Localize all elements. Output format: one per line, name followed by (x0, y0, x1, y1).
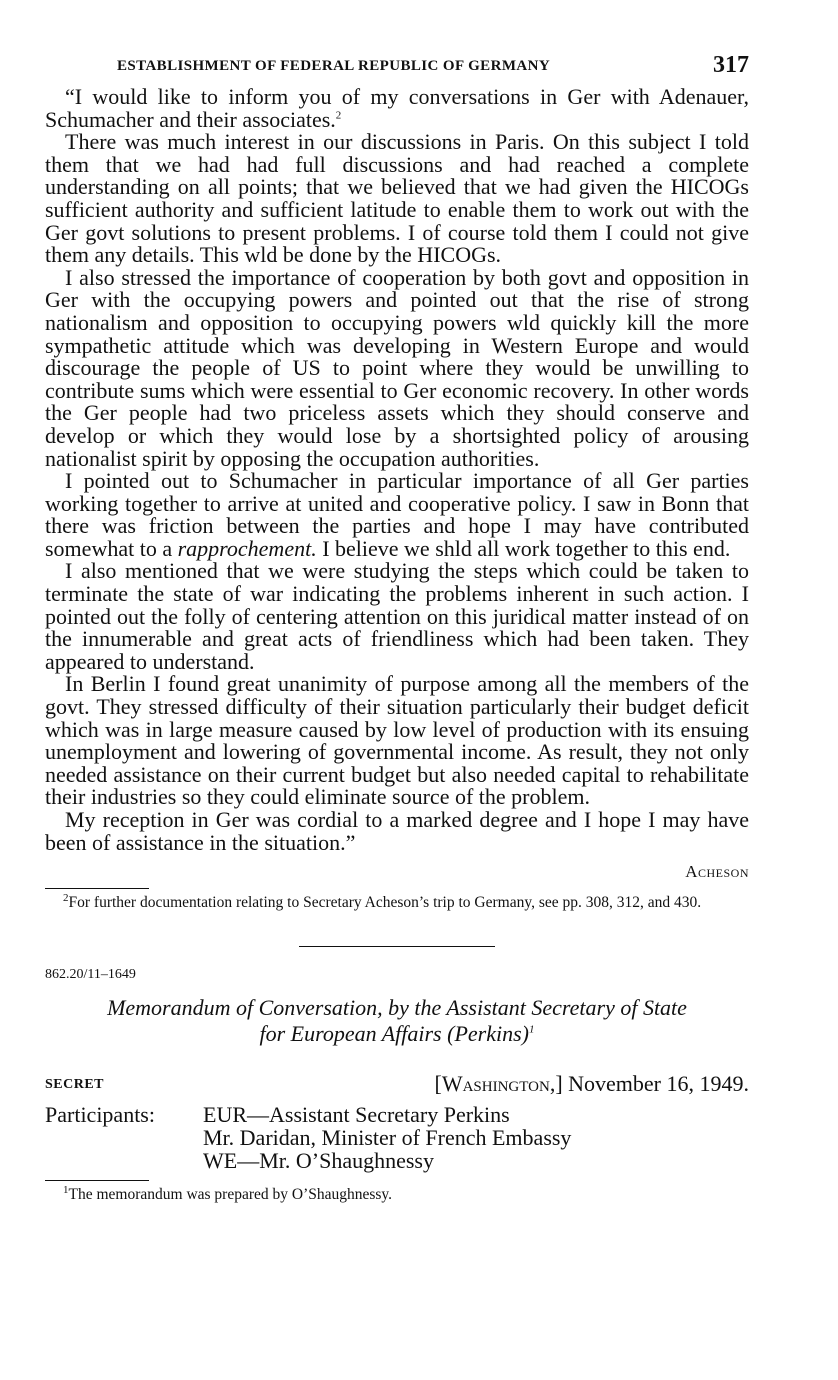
footnote (45, 893, 749, 913)
document-title (45, 995, 749, 1047)
letter-paragraph: I also stressed the importance of cooperation by both govt and opposition in Ger with the occupying powers and pointed out that the rise of strong nationalism and opposition to occupying powers wld quickly kill the more sympathetic attitude which was developing in Western Europe and would discourage the people of US to point where they would be unwilling to contribute sums which were essential to Ger economic recovery. In other words the Ger people had two priceless assets which they should conserve and develop or which they would lose by a shortsighted policy of arousing nationalist spirit by opposing the occupation authorities. (45, 264, 749, 471)
footnote-marker: 2 (63, 892, 69, 905)
letter-paragraph: In Berlin I found great unanimity of purpose among all the members of the govt. They stressed difficulty of their situation particularly their budget deficit which was in large measure caused by low level of production with its ensuing unemployment and lowering of governmental income. As result, they not only needed assistance on their current budget but also needed capital to rehabilitate their industries so they could eliminate source of the problem. (45, 671, 749, 810)
participants-block (45, 1103, 749, 1172)
participant: EUR—Assistant Secretary Perkins (203, 1102, 510, 1128)
dateline (434, 1071, 749, 1097)
section-divider (299, 946, 495, 947)
running-title: ESTABLISHMENT OF FEDERAL REPUBLIC OF GERMANY (117, 58, 551, 74)
letter-paragraph-text: “I would like to inform you of my conversations in Ger with Adenauer, Schumacher and their associates. (45, 84, 749, 132)
italic-term: rapprochement. (177, 535, 317, 561)
footnote (45, 1185, 749, 1205)
classification-label: SECRET (45, 1077, 105, 1093)
memo-meta (45, 1071, 749, 1097)
participants-label: Participants: (45, 1102, 155, 1128)
document-title-line: Memorandum of Conversation, by the Assistant Secretary of State (107, 995, 687, 1021)
footnote-ref-2: 2 (335, 109, 342, 122)
footnote-text: For further documentation relating to Secretary Acheson’s trip to Germany, see pp. 308, 312, and 430. (68, 894, 702, 912)
file-number: 862.20/11–1649 (45, 967, 136, 983)
footnote-ref-1: 1 (528, 1023, 535, 1036)
letter-body (45, 86, 749, 854)
dateline-date: November 16, 1949. (568, 1071, 749, 1097)
participants-list (203, 1103, 571, 1172)
participant: WE—Mr. O’Shaughnessy (203, 1148, 434, 1174)
letter-paragraph-text: I believe we shld all work together to this end. (316, 535, 731, 561)
document-title-line (45, 1021, 749, 1047)
participant: Mr. Daridan, Minister of French Embassy (203, 1125, 572, 1151)
page-number: 317 (713, 52, 749, 78)
dateline-bracket: [ (434, 1071, 442, 1097)
document-title-text: for European Affairs (Perkins) (259, 1021, 529, 1047)
dateline-place: Washington (441, 1071, 550, 1097)
dateline-bracket: ,] (549, 1071, 563, 1097)
letter-paragraph: There was much interest in our discussions in Paris. On this subject I told them that we had had full discussions and had reached a complete understanding on all points; that we believed that we had given the HICOGs sufficient authority and sufficient latitude to enable them to work out with the Ger govt solutions to present problems. I of course told them I could not give them any details. This wld be done by the HICOGs. (45, 129, 749, 268)
footnote-marker: 1 (63, 1184, 69, 1197)
document-page (45, 52, 749, 1221)
letter-paragraph (45, 470, 749, 560)
signature: Acheson (685, 862, 749, 882)
letter-paragraph: I also mentioned that we were studying the steps which could be taken to terminate the state of war indicating the problems inherent in such action. I pointed out the folly of centering attention on this juridical matter instead of on the innumerable and great acts of friendliness which had been taken. They appeared to understand. (45, 558, 749, 674)
footnote-divider (45, 1180, 149, 1181)
letter-paragraph: My reception in Ger was cordial to a marked degree and I hope I may have been of assistance in the situation.” (45, 807, 749, 855)
letter-paragraph-text: I pointed out to Schumacher in particular importance of all Ger parties working together to arrive at united and cooperative policy. I saw in Bonn that there was friction between the parties and hope I may have contributed somewhat to a (45, 468, 749, 561)
footnote-text: The memorandum was prepared by O’Shaughnessy. (68, 1186, 393, 1204)
footnote-divider (45, 888, 149, 889)
letter-paragraph (45, 86, 749, 131)
running-header (45, 52, 749, 86)
